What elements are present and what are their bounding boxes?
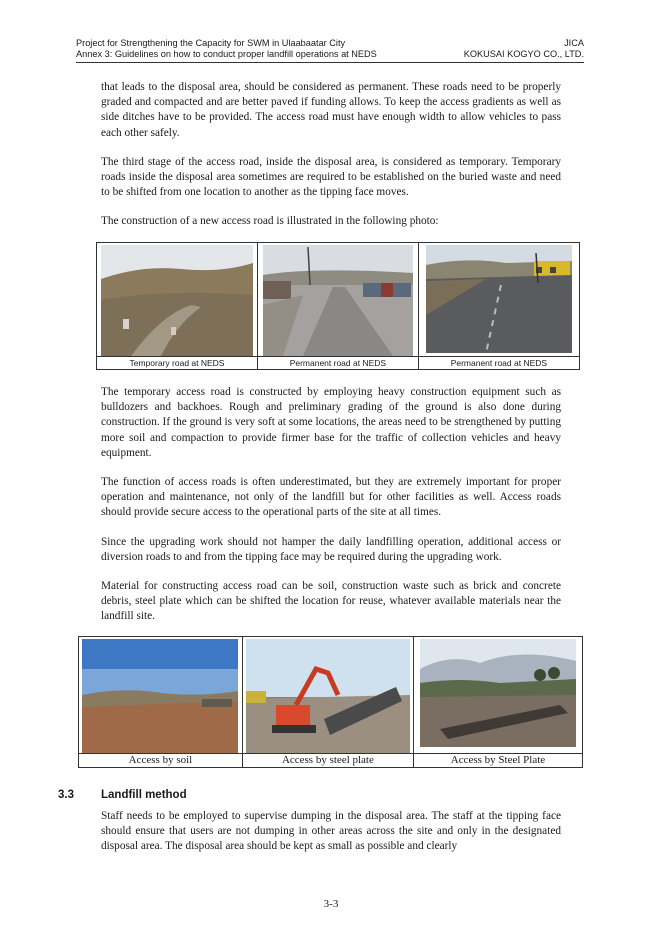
header-project-title: Project for Strengthening the Capacity for SWM in Ulaabaatar City bbox=[76, 38, 346, 48]
access-photo-table bbox=[78, 636, 583, 768]
section-heading bbox=[58, 789, 187, 801]
photo-caption: Permanent road at NEDS bbox=[418, 357, 579, 370]
paragraph: that leads to the disposal area, should be considered as permanent. These roads need to be properly graded and compacted and are better paved if funding allows. To keep the access gradients as well as side ditches have to be provided. The access road must have enough width to allow vehicles to pass each other safely. bbox=[101, 81, 561, 139]
paragraph: The third stage of the access road, inside the disposal area, is considered as temporary. Temporary roads inside the disposal area sometimes are required to be established on the buried waste and need to be shifted from one location to another as the tipping face moves. bbox=[101, 155, 561, 199]
paragraph: Since the upgrading work should not hamper the daily landfilling operation, additional access or diversion roads to and from the tipping face may be required during the upgrading work. bbox=[101, 535, 561, 563]
permanent-road-photo bbox=[263, 245, 413, 356]
text-block-bottom bbox=[101, 809, 561, 855]
photo-caption: Permanent road at NEDS bbox=[258, 357, 419, 370]
section-title: Landfill method bbox=[101, 789, 187, 801]
paragraph: The construction of a new access road is illustrated in the following photo: bbox=[101, 215, 439, 228]
photo-caption: Access by Steel Plate bbox=[413, 754, 582, 768]
photo-cell bbox=[242, 637, 413, 754]
paved-road-photo bbox=[426, 245, 572, 353]
photo-cell bbox=[79, 637, 243, 754]
section-number: 3.3 bbox=[58, 789, 74, 801]
photo-caption: Access by soil bbox=[79, 754, 243, 768]
photo-cell bbox=[258, 243, 419, 357]
text-block-top bbox=[101, 80, 561, 230]
steel-plate-excavator-photo bbox=[246, 639, 410, 753]
page-number: 3-3 bbox=[323, 898, 339, 910]
steel-plate-road-photo bbox=[420, 639, 576, 747]
soil-access-photo bbox=[82, 639, 238, 753]
photo-caption: Access by steel plate bbox=[242, 754, 413, 768]
photo-caption: Temporary road at NEDS bbox=[97, 357, 258, 370]
header-company: KOKUSAI KOGYO CO., LTD. bbox=[463, 49, 584, 59]
paragraph: Material for constructing access road can be soil, construction waste such as brick and concrete debris, steel plate which can be shifted the location for reuse, whatever available materials near the landfill site. bbox=[101, 580, 561, 623]
paragraph: The temporary access road is constructed by employing heavy construction equipment such as bulldozers and backhoes. Rough and preliminary grading of the ground is also done during construction. If the ground is very soft at some locations, the areas need to be strengthened by putting more soil and compaction to provide firmer base for the traffic of collection vehicles and heavy equipment. bbox=[101, 386, 561, 459]
header-annex-title: Annex 3: Guidelines on how to conduct proper landfill operations at NEDS bbox=[76, 49, 377, 59]
text-block-middle bbox=[101, 385, 561, 625]
temporary-road-photo bbox=[101, 245, 253, 356]
paragraph: Staff needs to be employed to supervise dumping in the disposal area. The staff at the tipping face should ensure that users are not dumping in other areas across the site and only in the designated disposal area. The disposal area should be kept as small as possible and clearly bbox=[101, 810, 561, 853]
photo-cell bbox=[418, 243, 579, 357]
road-photo-table bbox=[96, 242, 580, 370]
paragraph: The function of access roads is often underestimated, but they are extremely important for proper operation and maintenance, not only of the landfill but for other facilities as well. Access roads should provide secure access to the operational parts of the site at all times. bbox=[101, 476, 561, 519]
header-agency: JICA bbox=[564, 38, 584, 48]
photo-cell bbox=[413, 637, 582, 754]
page-header bbox=[76, 38, 584, 63]
photo-cell bbox=[97, 243, 258, 357]
